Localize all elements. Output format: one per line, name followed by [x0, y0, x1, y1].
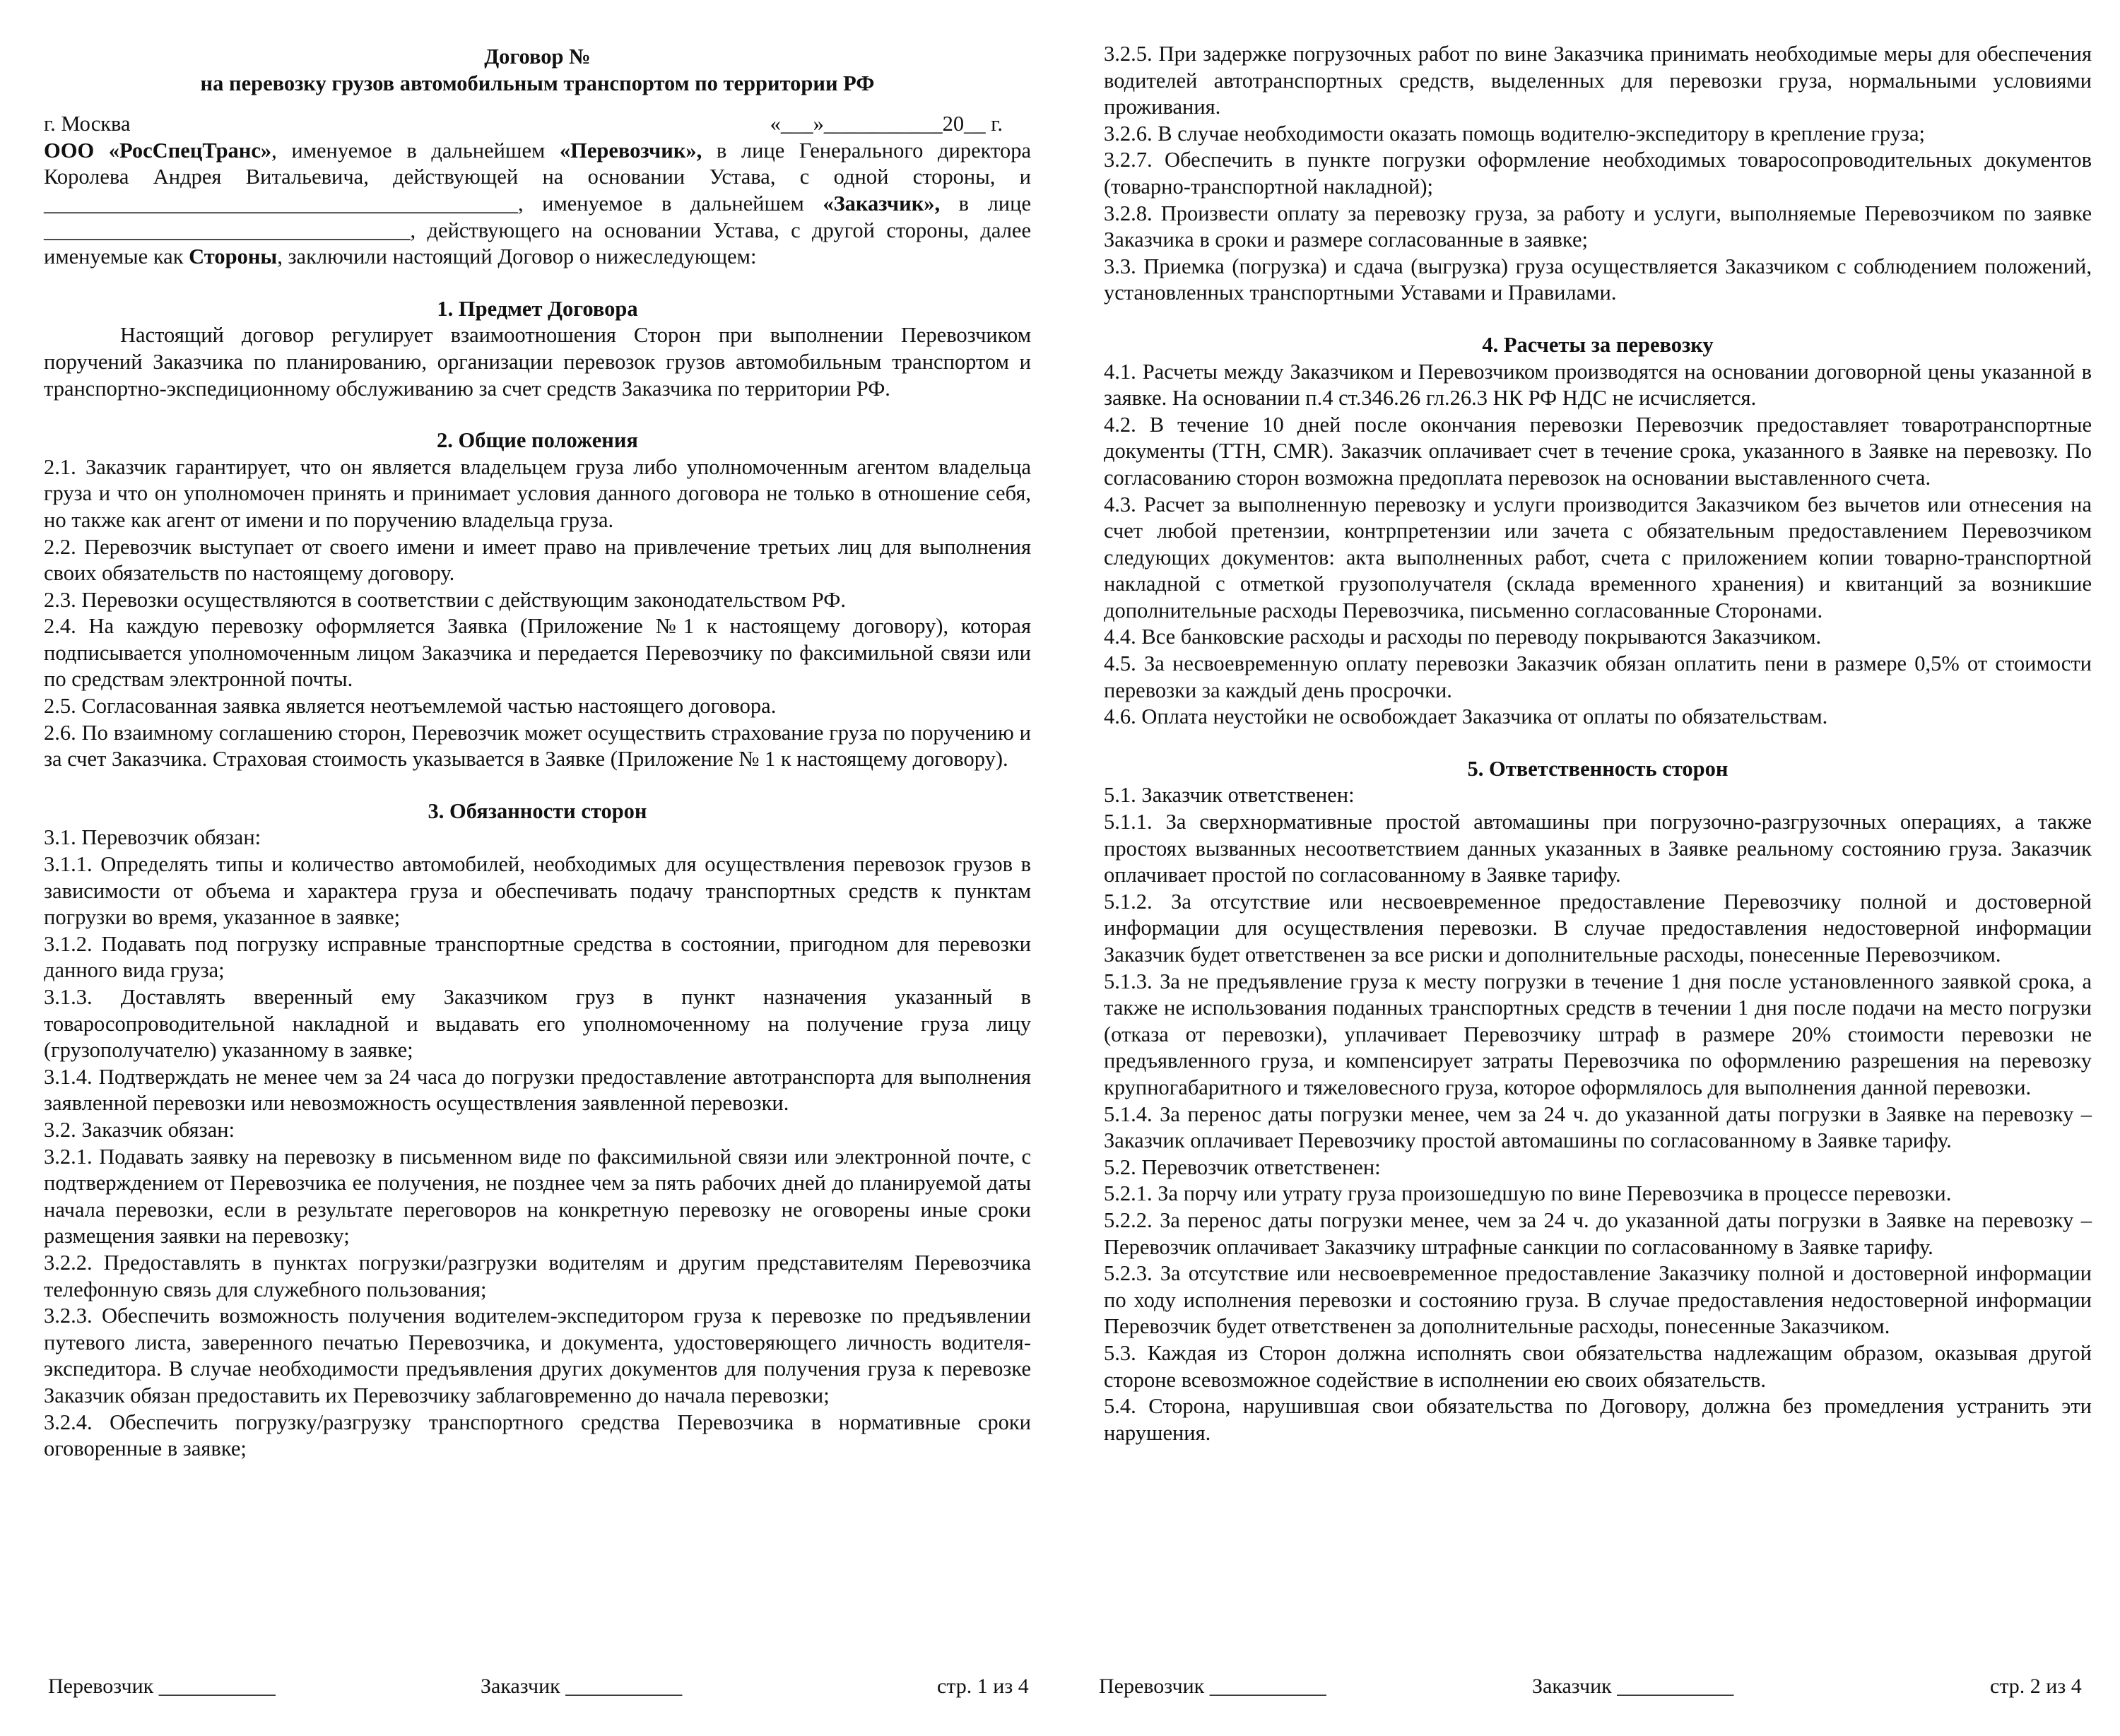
section-1-heading: 1. Предмет Договора: [437, 296, 638, 321]
intro-paragraph: [44, 138, 1031, 271]
clause-4-4: 4.4. Все банковские расходы и расходы по переводу покрываются Заказчиком.: [1104, 625, 1822, 649]
clause-5-3: 5.3. Каждая из Сторон должна исполнять свои обязательства надлежащим образом, оказывая другой стороне всевозможное содействие в исполнении ею своих обязательств.: [1104, 1340, 2092, 1392]
clause-3-2-3: 3.2.3. Обеспечить возможность получения водителем-экспедитором груза к перевозке по предъявлении путевого листа, заверенного печатью Перевозчика, и документа, удостоверяющего личность водителя-экспедитора. В случае необходимости предъявления других документов для получения груза к перевозке Заказчик обязан предоставить их Перевозчику заблаговременно до начала перевозки;: [44, 1304, 1031, 1407]
page-1-content: [44, 44, 1031, 1463]
clause-2-2: 2.2. Перевозчик выступает от своего имени и имеет право на привлечение третьих лиц для выполнения своих обязательств по настоящему договору.: [44, 534, 1031, 586]
contract-title: Договор №: [484, 45, 591, 69]
clause-3-1-1: 3.1.1. Определять типы и количество автомобилей, необходимых для осуществления перевозок грузов в зависимости от объема и характера груза и обеспечивать подачу транспортных средств к пунктам погрузки во время, указанное в заявке;: [44, 852, 1031, 930]
clause-4-3: 4.3. Расчет за выполненную перевозку и услуги производится Заказчиком без вычетов или отнесения на счет любой претензии, контрпретензии или зачета с обязательным предоставлением Перевозчиком следующих документов: акта выполненных работ, счета с приложением копии товарно-транспортной накладной с отметкой грузополучателя (склада временного хранения) и квитанций за возникшие дополнительные расходы Перевозчика, письменно согласованные Сторонами.: [1104, 492, 2092, 622]
clause-2-5: 2.5. Согласованная заявка является неотъемлемой частью настоящего договора.: [44, 694, 777, 719]
clause-5-1-4: 5.1.4. За перенос даты погрузки менее, чем за 24 ч. до указанной даты погрузки в Заявке на перевозку – Заказчик оплачивает Перевозчику простой автомашины по согласованному в Заявке тарифу.: [1104, 1102, 2092, 1153]
clause-4-5: 4.5. За несвоевременную оплату перевозки Заказчик обязан оплатить пени в размере 0,5% от стоимости перевозки за каждый день просрочки.: [1104, 651, 2092, 702]
clause-2-4: 2.4. На каждую перевозку оформляется Заявка (Приложение №1 к настоящему договору), которая подписывается уполномоченным лицом Заказчика и передается Перевозчику по факсимильной связи или по средствам электронной почты.: [44, 614, 1031, 692]
clause-3-2-8: 3.2.8. Произвести оплату за перевозку груза, за работу и услуги, выполняемые Перевозчиком по заявке Заказчика в сроки и размере согласованные в заявке;: [1104, 201, 2092, 252]
date-line: «___»___________20__ г.: [770, 112, 1003, 136]
parties-term: Стороны: [189, 244, 278, 269]
clause-4-1: 4.1. Расчеты между Заказчиком и Перевозчиком производятся на основании договорной цены указанной в заявке. На основании п.4 ст.346.26 гл.26.3 НК РФ НДС не исчисляется.: [1104, 359, 2092, 411]
section-1-text: Настоящий договор регулирует взаимоотношения Сторон при выполнении Перевозчиком поручений Заказчика по планированию, организации перевозок грузов автомобильным транспортом и транспортно-экспедиционному обслуживанию за счет средств Заказчика по территории РФ.: [44, 323, 1031, 401]
company-name: ООО «РосСпецТранс»: [44, 138, 272, 163]
section-2-heading: 2. Общие положения: [437, 428, 638, 453]
clause-5-1-2: 5.1.2. За отсутствие или несвоевременное предоставление Перевозчику полной и достоверной информации для осуществления перевозки. В случае предоставления недостоверной информации Заказчик будет ответственен за все риски и дополнительные расходы, понесенные Перевозчиком.: [1104, 889, 2092, 967]
footer-page-number: стр. 2 из 4: [1990, 1675, 2082, 1698]
carrier-term: «Перевозчик»,: [559, 138, 702, 163]
clause-3-1-3: 3.1.3. Доставлять вверенный ему Заказчиком груз в пункт назначения указанный в товаросопроводительной накладной и выдавать его уполномоченному на получение груза лицу (грузополучателю) указанному в заявке;: [44, 985, 1031, 1063]
clause-3-2-1: 3.2.1. Подавать заявку на перевозку в письменном виде по факсимильной связи или электронной почте, с подтверждением от Перевозчика ее получения, не позднее чем за пять рабочих дней до планируемой даты начала перевозки, если в результате переговоров на конкретную перевозку не оговорены иные сроки размещения заявки на перевозку;: [44, 1144, 1031, 1248]
clause-3-3: 3.3. Приемка (погрузка) и сдача (выгрузка) груза осуществляется Заказчиком с соблюдением положений, установленных транспортными Уставами и Правилами.: [1104, 254, 2092, 305]
clause-5-2-1: 5.2.1. За порчу или утрату груза произошедшую по вине Перевозчика в процессе перевозки.: [1104, 1181, 1952, 1206]
section-3-heading: 3. Обязанности сторон: [428, 798, 647, 823]
clause-5-2-2: 5.2.2. За перенос даты погрузки менее, чем за 24 ч. до указанной даты погрузки в Заявке на перевозку – Перевозчик оплачивает Заказчику штрафные санкции по согласованному в Заявке тарифу.: [1104, 1207, 2092, 1259]
footer-customer-signature: Заказчик ___________: [481, 1675, 683, 1698]
footer-carrier-signature: Перевозчик ___________: [48, 1675, 276, 1698]
city-date-row: [44, 111, 1031, 138]
contract-subtitle: на перевозку грузов автомобильным транспортом по территории РФ: [200, 71, 875, 95]
page-2-content: [1104, 41, 2092, 1446]
section-4-heading: 4. Расчеты за перевозку: [1482, 332, 1714, 357]
intro-text-2: в лице Генерального директора Королева Андрея Витальевича, действующей на основании Устава, с одной стороны, и ____________________________________________, именуемое в дальнейшем: [44, 138, 1031, 215]
clause-3-2-2: 3.2.2. Предоставлять в пунктах погрузки/разгрузки водителям и другим представителям Перевозчика телефонную связь для служебного пользования;: [44, 1250, 1031, 1301]
clause-3-2-6: 3.2.6. В случае необходимости оказать помощь водителю-экспедитору в крепление груза;: [1104, 121, 1926, 146]
clause-5-1-3: 5.1.3. За не предъявление груза к месту погрузки в течение 1 дня после установленного заявкой срока, а также не использования поданных транспортных средств в течении 1 дня после подачи на место погрузки (отказа от перевозки), уплачивает Перевозчику штраф в размере 20% стоимости перевозки не предъявленного груза, и компенсирует затраты Перевозчика по оформлению разрешения на перевозку крупногабаритного и тяжеловесного груза, которое оформлялось для выполнения данной перевозки.: [1104, 969, 2092, 1099]
clause-3-2: 3.2. Заказчик обязан:: [44, 1117, 235, 1142]
clause-5-2: 5.2. Перевозчик ответственен:: [1104, 1155, 1381, 1179]
clause-5-2-3: 5.2.3. За отсутствие или несвоевременное предоставление Заказчику полной и достоверной информации по ходу исполнения перевозки и состоянию груза. В случае предоставления недостоверной информации Перевозчик будет ответственен за дополнительные расходы, понесенные Заказчиком.: [1104, 1261, 2092, 1339]
footer-customer-signature: Заказчик ___________: [1532, 1675, 1734, 1698]
clause-4-6: 4.6. Оплата неустойки не освобождает Заказчика от оплаты по обязательствам.: [1104, 704, 1828, 729]
intro-text-3: в лице __________________________________, действующего на основании Устава, с другой стороны, далее именуемые как: [44, 191, 1031, 269]
clause-5-1: 5.1. Заказчик ответственен:: [1104, 783, 1355, 808]
city: г. Москва: [44, 112, 131, 136]
clause-4-2: 4.2. В течение 10 дней после окончания перевозки Перевозчик предоставляет товаротранспортные документы (ТТН, CMR). Заказчик оплачивает счет в течение срока, указанного в Заявке на перевозку. По согласованию сторон возможна предоплата перевозок на основании выставленного счета.: [1104, 412, 2092, 490]
clause-2-1: 2.1. Заказчик гарантирует, что он является владельцем груза либо уполномоченным агентом владельца груза и что он уполномочен принять и принимает условия данного договора не только в отношение себя, но также как агент от имени и по поручению владельца груза.: [44, 454, 1031, 532]
footer-carrier-signature: Перевозчик ___________: [1099, 1675, 1326, 1698]
clause-2-6: 2.6. По взаимному соглашению сторон, Перевозчик может осуществить страхование груза по поручению и за счет Заказчика. Страховая стоимость указывается в Заявке (Приложение № 1 к настоящему договору).: [44, 720, 1031, 772]
footer-page-number: стр. 1 из 4: [937, 1675, 1029, 1698]
clause-3-1: 3.1. Перевозчик обязан:: [44, 825, 261, 850]
page-2: [1060, 0, 2120, 1736]
clause-3-2-5: 3.2.5. При задержке погрузочных работ по вине Заказчика принимать необходимые меры для обеспечения водителей автотранспортных средств, выделенных для перевозки груза, нормальными условиями проживания.: [1104, 42, 2092, 119]
clause-5-1-1: 5.1.1. За сверхнормативные простой автомашины при погрузочно-разгрузочных операциях, а также простоях вызванных несоответствием данных указанных в Заявке реальному состоянию груза. Заказчик оплачивает простой по согласованному в Заявке тарифу.: [1104, 810, 2092, 887]
clause-3-2-7: 3.2.7. Обеспечить в пункте погрузки оформление необходимых товаросопроводительных документов (товарно-транспортной накладной);: [1104, 148, 2092, 199]
customer-term: «Заказчик»,: [823, 191, 941, 215]
clause-3-2-4: 3.2.4. Обеспечить погрузку/разгрузку транспортного средства Перевозчика в нормативные сроки оговоренные в заявке;: [44, 1410, 1031, 1461]
intro-text-1: , именуемое в дальнейшем: [271, 138, 560, 163]
clause-3-1-4: 3.1.4. Подтверждать не менее чем за 24 часа до погрузки предоставление автотранспорта для выполнения заявленной перевозки или невозможность осуществления заявленной перевозки.: [44, 1064, 1031, 1116]
clause-5-4: 5.4. Сторона, нарушившая свои обязательства по Договору, должна без промедления устранить эти нарушения.: [1104, 1394, 2092, 1445]
intro-text-4: , заключили настоящий Договор о нижеследующем:: [277, 244, 757, 269]
clause-2-3: 2.3. Перевозки осуществляются в соответствии с действующим законодательством РФ.: [44, 587, 846, 612]
clause-3-1-2: 3.1.2. Подавать под погрузку исправные транспортные средства в состоянии, пригодном для перевозки данного вида груза;: [44, 931, 1031, 983]
section-5-heading: 5. Ответственность сторон: [1467, 756, 1729, 781]
